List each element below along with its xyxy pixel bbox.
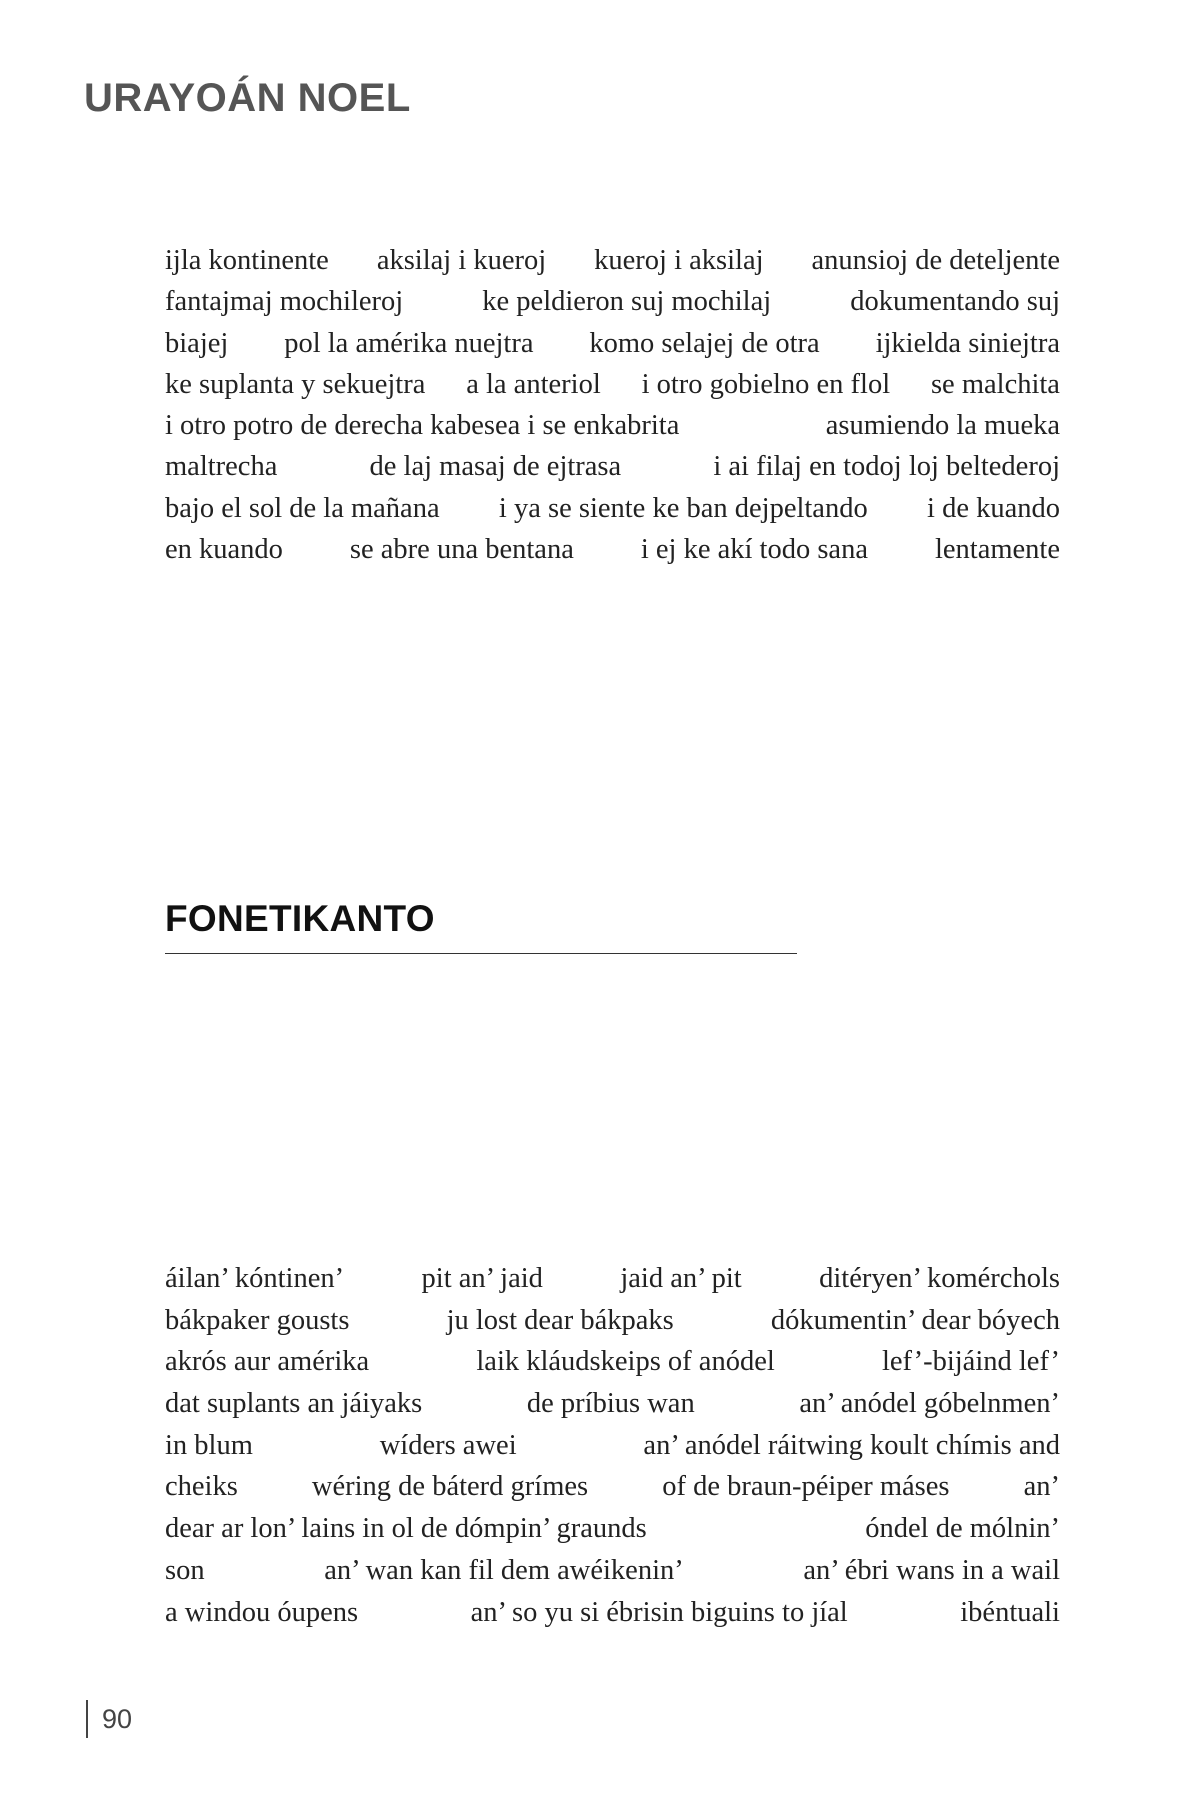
poem-phrase: i otro gobielno en flol [641,368,891,400]
poem-phrase: anunsioj de deteljente [811,245,1060,276]
poem-phrase: se malchita [930,368,1060,400]
poem-phrase: bajo el sol de la mañana [165,492,440,524]
poem-phrase: bákpaker gousts [165,1304,350,1336]
poem-line [165,446,1060,487]
poem-phrase: i ai filaj en todoj loj beltederoj [713,451,1060,483]
poem-phrase: an’ wan kan fil dem awéikenin’ [324,1554,684,1586]
poem-phrase: akrós aur amérika [165,1346,370,1378]
poem-phrase: asumiendo la mueka [825,410,1060,442]
poem-phrase: of de braun-péiper máses [662,1471,950,1503]
poem-line [165,1592,1060,1634]
poem-phrase: i de kuando [927,492,1060,524]
poem-phrase: i otro potro de derecha kabesea i se enkabrita [165,410,680,442]
poem-phrase: áilan’ kóntinen’ [165,1263,345,1294]
poem-phrase: se abre una bentana [349,534,574,566]
poem-phrase: ju lost dear bákpaks [446,1304,674,1336]
poem-phrase: a la anteriol [466,368,601,400]
poem-phrase: wíders awei [379,1429,517,1461]
poem-line [165,281,1060,322]
poem-top [165,240,1060,570]
poem-phrase: ibéntuali [960,1596,1060,1628]
poem-phrase: de príbius wan [526,1388,695,1420]
section-title: FONETIKANTO [165,898,435,939]
poem-phrase: son [165,1554,205,1586]
poem-phrase: lef’-bijáind lef’ [881,1346,1060,1378]
poem-phrase: óndel de mólnin’ [865,1513,1060,1545]
poem-phrase: lentamente [934,534,1060,566]
poem-phrase: dear ar lon’ lains in ol de dómpin’ graunds [165,1513,647,1545]
poem-phrase: dókumentin’ dear bóyech [770,1304,1060,1336]
poem-phrase: maltrecha [165,451,278,483]
poem-phrase: de laj masaj de ejtrasa [369,451,622,483]
page-number: 90 [102,1703,133,1734]
poem-phrase: an’ anódel ráitwing koult chímis and [643,1429,1060,1461]
poem-line [165,1466,1060,1508]
poem-phrase: cheiks [165,1471,238,1503]
poem-line [165,488,1060,529]
poem-line [165,1550,1060,1592]
poem-line [165,1425,1060,1467]
poem-line [165,405,1060,446]
poem-phrase: wéring de báterd grímes [311,1471,589,1503]
poem-phrase: ditéryen’ komérchols [819,1263,1060,1294]
poem-phrase: ijla kontinente [165,245,329,276]
poem-phrase: jaid an’ pit [620,1263,742,1294]
poem-bottom [165,1258,1060,1633]
running-header-author: URAYOÁN NOEL [84,76,411,120]
poem-line [165,364,1060,405]
folio-divider [86,1700,88,1738]
poem-phrase: a windou óupens [165,1596,359,1628]
poem-line [165,1508,1060,1550]
poem-phrase: an’ ébri wans in a wail [803,1554,1060,1586]
poem-phrase: pol la amérika nuejtra [284,327,534,359]
poem-line [165,1341,1060,1383]
poem-phrase: biajej [165,327,229,359]
poem-phrase: pit an’ jaid [421,1263,543,1294]
poem-line [165,1300,1060,1342]
poem-line [165,323,1060,364]
poem-phrase: dat suplants an jáiyaks [165,1388,423,1420]
poem-phrase: ke suplanta y sekuejtra [165,368,426,400]
section-heading [165,900,797,954]
poem-phrase: ijkielda siniejtra [875,327,1060,359]
poem-phrase: an’ [1023,1471,1060,1503]
poem-phrase: laik kláudskeips of anódel [476,1346,775,1378]
poem-line [165,1383,1060,1425]
poem-phrase: in blum [165,1429,253,1461]
poem-phrase: an’ anódel góbelnmen’ [799,1388,1060,1420]
poem-phrase: en kuando [165,534,283,566]
poem-phrase: kueroj i aksilaj [594,245,764,276]
poem-phrase: komo selajej de otra [589,327,820,359]
poem-line [165,1258,1060,1300]
poem-phrase: fantajmaj mochileroj [165,286,404,318]
poem-phrase: i ya se siente ke ban dejpeltando [498,492,868,524]
section-title-rule [165,953,797,954]
folio [86,1700,132,1738]
poem-phrase: ke peldieron suj mochilaj [482,286,772,318]
poem-phrase: aksilaj i kueroj [376,245,547,276]
poem-phrase: dokumentando suj [850,286,1060,318]
poem-line [165,240,1060,281]
poem-line [165,529,1060,570]
poem-phrase: an’ so yu si ébrisin biguins to jíal [470,1596,848,1628]
poem-phrase: i ej ke akí todo sana [640,534,868,566]
